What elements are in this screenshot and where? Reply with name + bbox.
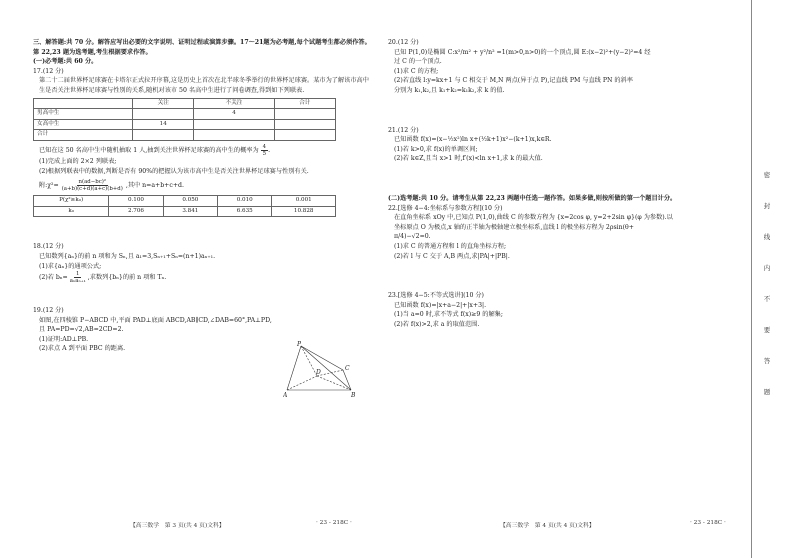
seal-char: 内 [763,264,771,272]
q18-part2-post: ,求数列{bₙ}的前 n 项和 Tₙ. [87,274,167,282]
contingency-table [33,98,336,141]
footer-right-code: · 23 - 218C · [690,520,726,526]
elective-instructions: (二)选考题:共 10 分。请考生从第 22,23 两题中任选一题作答。如果多做,则按所做的第一个题目计分。 [388,194,677,202]
q22-stem3: π/4)−√2=0. [394,233,431,241]
seal-char: 封 [763,202,771,210]
q17-part2: (2)根据列联表中的数据,判断是否有 90%的把握认为该市高中生是否关注世界杯足球赛与性别有关. [39,167,309,175]
formula-denominator: (a+b)(c+d)(a+c)(b+d) [61,186,123,193]
q19-stem2: 且 PA=PD=√2,AB=2CD=2. [39,326,124,334]
q21-part2: (2)若 k∈Z,且当 x>1 时,f′(x)<ln x+1,求 k 的最大值. [394,155,543,163]
footer-left-page: 【高三数学 第 3 页(共 4 页)文科】 [130,523,225,529]
label-b: B [351,392,356,400]
table-cell: 14 [133,119,194,130]
bn-fraction [70,271,86,284]
edge-pc [301,346,343,370]
label-a: A [283,392,288,400]
table-cell: 男高中生 [34,109,133,120]
q18-part1: (1)求{aₙ}的通项公式; [39,262,102,270]
q21-stem: 已知函数 f(x)=(x−½x²)ln x+(½k+1)x²−(k+1)x,k∈R. [394,136,552,144]
edge-pb [301,346,351,390]
table-row [34,119,336,130]
table-row [34,98,336,109]
required-section-title: (一)必考题:共 60 分。 [33,58,98,66]
q20-part1: (1)求 C 的方程; [394,67,439,75]
table-cell: 0.010 [218,196,272,207]
left-column [33,38,371,400]
table-cell [274,109,335,120]
table-cell: 合计 [34,130,133,141]
fraction-numerator: 1 [76,271,80,278]
table-cell [274,130,335,141]
q20-head: 20.(12 分) [388,39,419,46]
q18-part2 [33,271,371,284]
table-cell: k₀ [34,206,109,217]
right-column [388,38,724,329]
q17-head: 17.(12 分) [33,67,64,75]
formula-tail: ,其中 n=a+b+c+d. [125,181,184,189]
edge-pa [287,346,301,390]
table-cell: 0.100 [109,196,163,207]
q22-part1: (1)求 C 的普通方程和 l 的直角坐标方程; [394,242,507,250]
seal-char: 不 [763,295,771,303]
formula-fraction [62,179,123,192]
label-d: D [316,369,321,377]
table-cell: 4 [194,109,274,120]
table-header-cell: 关注 [133,98,194,109]
table-header-cell: 合计 [274,98,335,109]
q23-stem: 已知函数 f(x)=|x+a−2|+|x+3|. [394,301,487,309]
table-cell: 6.635 [218,206,272,217]
fraction-denominator: 5 [262,150,267,157]
q18-stem: 已知数列{aₙ}的前 n 项和为 Sₙ,且 a₁=3,Sₙ₊₁+Sₙ=(n+1)aₙ₊₁. [39,252,216,260]
q20-part2a: (2)若直线 l:y=kx+1 与 C 相交于 M,N 两点(异于点 P),记直线 PM 与直线 PN 的斜率 [394,77,633,85]
formula-label: 附:χ²= [39,181,59,189]
seal-char: 要 [763,326,771,334]
footer-left-code: · 23 - 218C · [316,520,352,526]
table-cell: 10.828 [272,206,336,217]
footer-right-page: 【高三数学 第 4 页(共 4 页)文科】 [500,523,595,529]
fraction-numerator: 4 [262,143,267,150]
label-p: P [297,341,302,349]
q17-stem: 第二十二届世界杯足球赛在卡塔尔正式拉开序幕,这是历史上首次在北半球冬季举行的世界杯足球赛。某市为了解该市高中生是否关注世界杯足球赛与性别的关系,随机对该市 50 名高中生进行了问卷调查,得到如下列联表. [39,77,369,94]
q19-part1: (1)证明:AD⊥PB. [39,335,89,343]
q20-part2b: 分别为 k₁,k₂,且 k₁+k₂=k₁k₂,求 k 的值. [394,86,505,94]
q22-stem1: 在直角坐标系 xOy 中,已知点 P(1,0),曲线 C 的参数方程为 {x=2cos φ, y=2+2sin φ}(φ 为参数).以 [394,214,673,222]
edge-ad [287,376,317,390]
q20-stem2: 过 C 的一个顶点. [394,58,442,66]
table-cell [274,119,335,130]
table-cell: P(χ²≥k₀) [34,196,109,207]
q22-part2: (2)若 l 与 C 交于 A,B 两点,求|PA|+|PB|. [394,252,510,260]
q19-part2: (2)求点 A 到平面 PBC 的距离. [39,345,126,353]
table-cell [133,130,194,141]
q23-part2: (2)若 f(x)>2,求 a 的取值范围. [394,320,480,328]
binding-line [751,0,752,558]
q17-after-table: 已知在这 50 名高中生中随机抽取 1 人,抽到关注世界杯足球赛的高中生的概率为 $\frac{4}{5}$ . [39,143,271,157]
chi-square-formula [33,179,371,192]
table-cell: 女高中生 [34,119,133,130]
seal-char: 题 [763,388,771,396]
seal-char: 答 [763,357,771,365]
table-cell: 0.001 [272,196,336,207]
q20-stem1: 已知 P(1,0)是椭圆 C:x²/m² + y²/n² =1(m>0,n>0)的一个顶点,圆 E:(x−2)²+(y−2)²=4 经 [394,48,651,56]
q22-stem2: 坐标原点 O 为极点,x 轴的正半轴为极轴建立极坐标系,直线 l 的极坐标方程为 2ρsin(θ+ [394,223,634,231]
q18-part2-pre: (2)若 bₙ= [39,274,68,282]
table-row [34,196,336,207]
fraction-denominator: aₙaₙ₊₁ [69,278,86,285]
table-cell [133,109,194,120]
edge-dc [317,370,343,376]
table-row [34,109,336,120]
seal-char: 线 [763,233,771,241]
probability-fraction [261,144,268,157]
seal-char: 密 [763,171,771,179]
q23-head: 23.[选修 4−5:不等式选讲](10 分) [388,292,484,300]
label-c: C [345,365,350,373]
q17-part1: (1)完成上面的 2×2 列联表; [39,157,117,165]
q23-part1: (1)当 a=0 时,求不等式 f(x)≥9 的解集; [394,311,503,319]
table-header-cell: 不关注 [194,98,274,109]
q19-stem1: 如图,在四棱锥 P−ABCD 中,平面 PAD⊥底面 ABCD,AB∥CD,∠DAB=60°,PA⊥PD, [39,316,272,324]
table-cell [194,119,274,130]
critical-value-table [33,195,336,217]
q21-part1: (1)若 k>0,求 f(x)的单调区间; [394,145,478,153]
pyramid-figure [283,340,363,400]
edge-db [317,376,351,390]
table-header-cell [34,98,133,109]
q18-head: 18.(12 分) [33,243,64,251]
pyramid-diagram [283,340,363,400]
table-cell: 3.841 [163,206,217,217]
table-row [34,130,336,141]
table-cell: 0.050 [163,196,217,207]
table-row [34,206,336,217]
q17-after-table-text: 已知在这 50 名高中生中随机抽取 1 人,抽到关注世界杯足球赛的高中生的概率为 [39,146,259,154]
table-cell [194,130,274,141]
q19-head: 19.(12 分) [33,307,64,315]
table-cell: 2.706 [109,206,163,217]
formula-numerator: n(ad−bc)² [78,179,107,186]
q21-head: 21.(12 分) [388,126,419,134]
q22-head: 22.[选修 4−4:坐标系与参数方程](10 分) [388,204,503,212]
seal-line-text [760,170,774,396]
section3-instructions: 三、解答题:共 70 分。解答应写出必要的文字说明、证明过程或演算步骤。17～21题为必考题,每个试题考生都必须作答。第 22,23 题为选考题,考生根据要求作答。 [33,39,371,56]
